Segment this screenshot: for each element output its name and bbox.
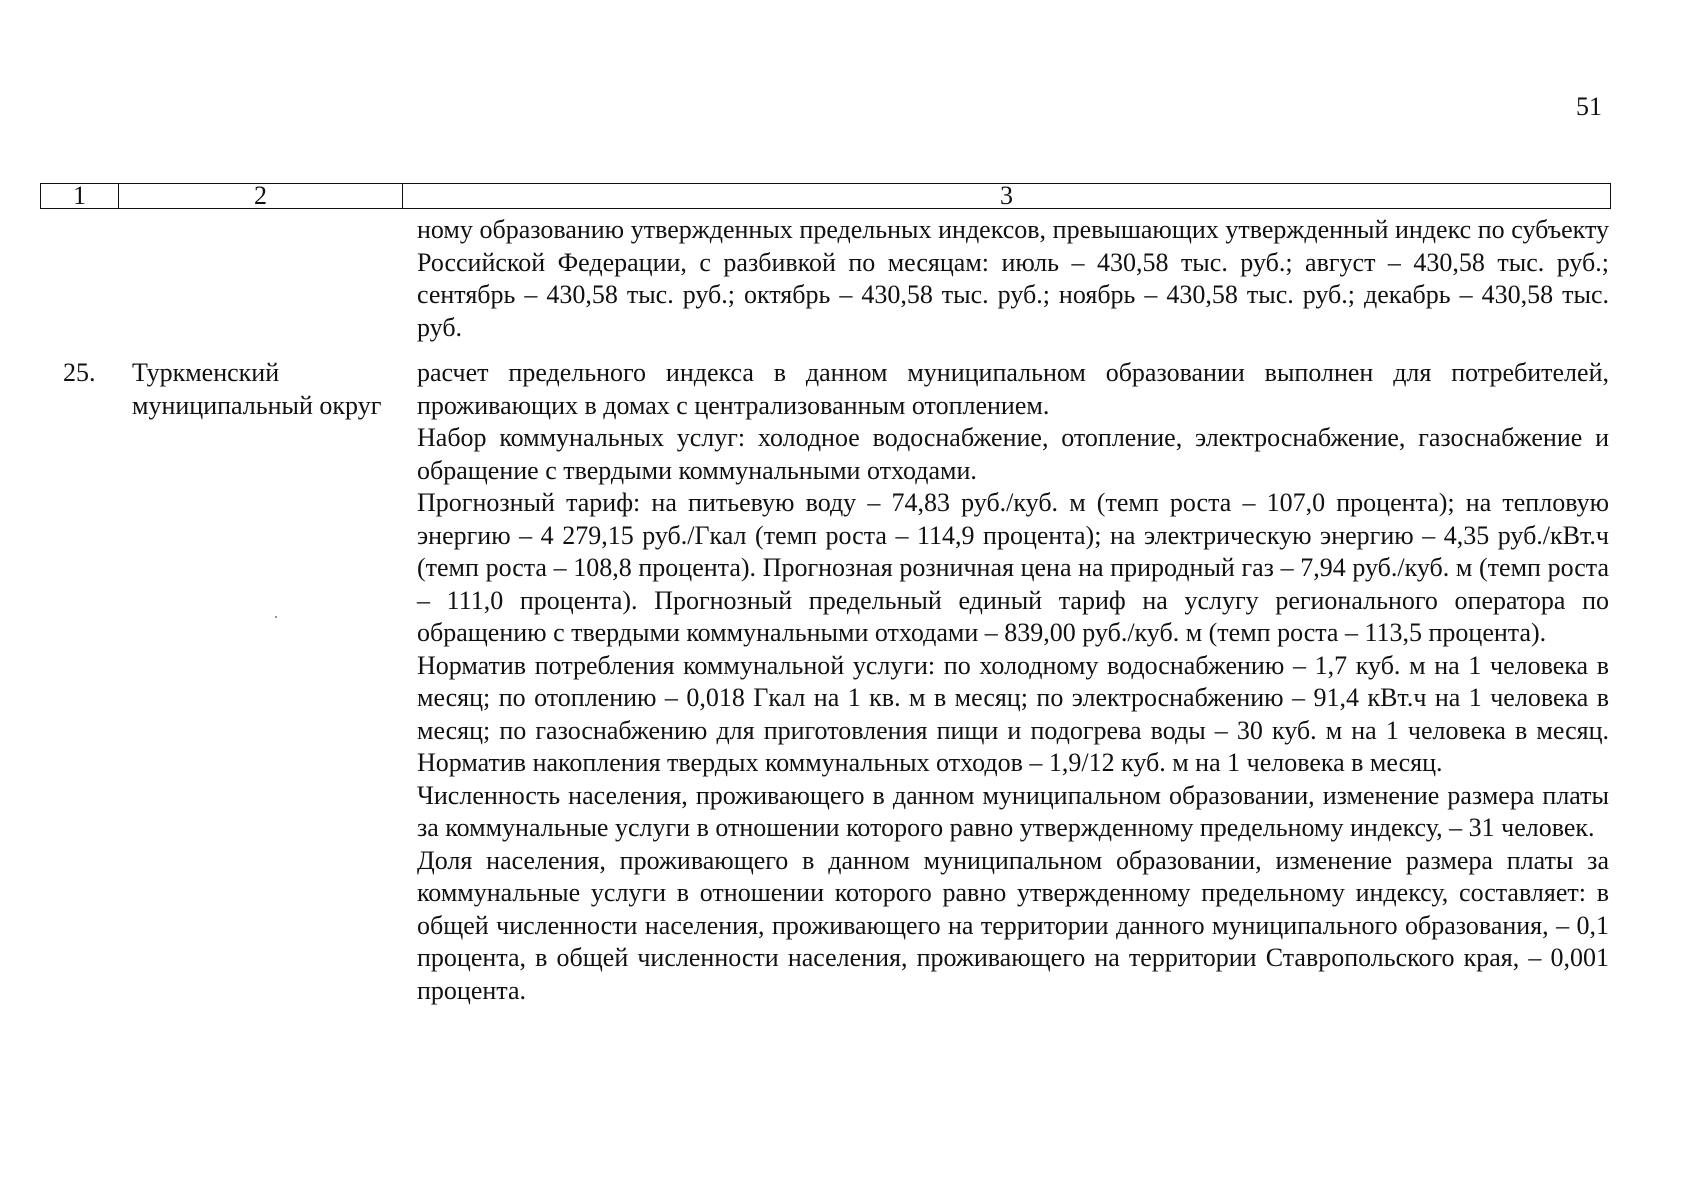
paragraph-utility-set: Набор коммунальных услуг: холодное водоснабжение, отопление, электроснабжение, газоснабжение и обращение с твердыми коммунальными отходами. [417,423,1609,485]
entry-description [417,357,1609,1007]
paragraph-calculation-basis: расчет предельного индекса в данном муниципальном образовании выполнен для потребителей, проживающих в домах с централизованным отоплением. [417,358,1609,420]
column-number-3: 3 [1000,181,1013,210]
row-number: 25. [63,358,96,387]
continuation-paragraph: ному образованию утвержденных предельных индексов, превышающих утвержденный индекс по субъекту Российской Федерации, с разбивкой по месяцам: июль – 430,58 тыс. руб.; август – 430,58 тыс. руб.; сентябрь – 430,58 тыс. руб.; октябрь – 430,58 тыс. руб.; ноябрь – 430,58 тыс. руб.; декабрь – 430,58 тыс. руб. [417,215,1609,342]
paragraph-population-count: Численность населения, проживающего в данном муниципальном образовании, изменение размера платы за коммунальные услуги в отношении которого равно утвержденному предельному индексу, – 31 человек. [417,780,1609,842]
paragraph-consumption-norms: Норматив потребления коммунальной услуги: по холодному водоснабжению – 1,7 куб. м на 1 человека в месяц; по отоплению – 0,018 Гкал на 1 кв. м в месяц; по электроснабжению – 91,4 кВт.ч на 1 человека в месяц; по газоснабжению для приготовления пищи и подогрева воды – 30 куб. м на 1 человека в месяц. Норматив накопления твердых коммунальных отходов – 1,9/12 куб. м на 1 человека в месяц. [417,650,1609,777]
paragraph-forecast-tariff: Прогнозный тариф: на питьевую воду – 74,83 руб./куб. м (темп роста – 107,0 процента); на тепловую энергию – 4 279,15 руб./Гкал (темп роста – 114,9 процента); на электрическую энергию – 4,35 руб./кВт.ч (темп роста – 108,8 процента). Прогнозная розничная цена на природный газ – 7,94 руб./куб. м (темп роста – 111,0 процента). Прогнозный предельный единый тариф на услугу регионального оператора по обращению с твердыми коммунальными отходами – 839,00 руб./куб. м (темп роста – 113,5 процента). [417,488,1609,647]
paragraph-population-share: Доля населения, проживающего в данном муниципальном образовании, изменение размера платы за коммунальные услуги в отношении которого равно утвержденному предельному индексу, составляет: в общей численности населения, проживающего на территории данного муниципального образования, – 0,1 процента, в общей численности населения, проживающего на территории Ставропольского края, – 0,001 процента. [417,845,1609,1005]
table-column-header [40,183,1611,209]
column-number-1: 1 [41,184,119,208]
scan-artifact-dot [275,616,277,618]
page-number: 51 [1576,92,1602,121]
municipality-name: Туркменский муниципальный округ [132,358,382,420]
column-number-2: 2 [119,184,403,208]
